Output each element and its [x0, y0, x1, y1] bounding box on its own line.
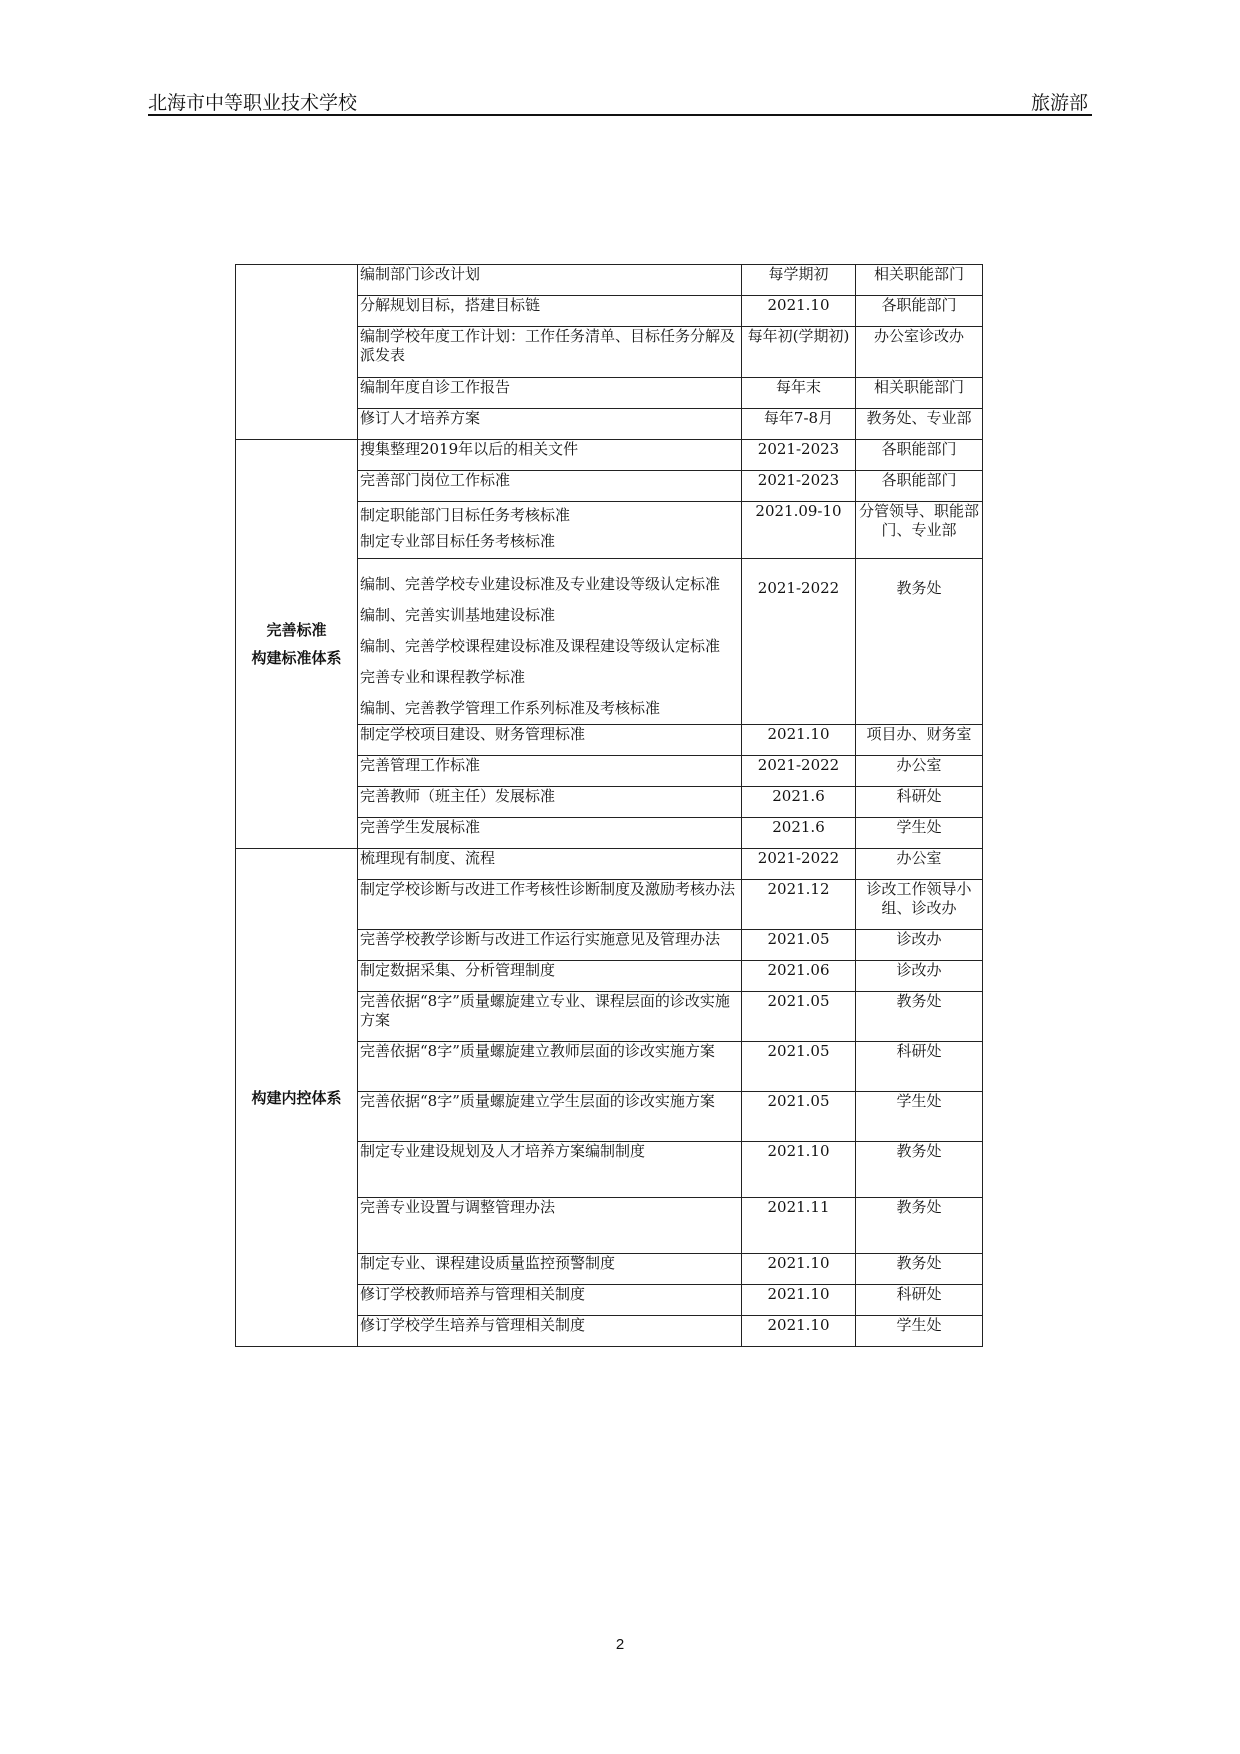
task-cell [358, 1142, 742, 1198]
department-cell: 教务处、专业部 [856, 409, 983, 440]
task-cell [358, 961, 742, 992]
time-cell: 2021-2022 [742, 849, 856, 880]
task-text: 完善学生发展标准 [360, 818, 481, 836]
department-cell: 办公室 [856, 756, 983, 787]
task-text: 梳理现有制度、流程 [360, 849, 496, 867]
task-cell [358, 725, 742, 756]
task-cell [358, 1198, 742, 1254]
time-cell: 2021.10 [742, 1316, 856, 1347]
task-text: 完善依据“8字”质量螺旋建立学生层面的诊改实施方案 [360, 1092, 715, 1110]
time-cell: 每年末 [742, 378, 856, 409]
task-cell [358, 296, 742, 327]
time-cell: 2021.05 [742, 1092, 856, 1142]
department-cell: 办公室 [856, 849, 983, 880]
department-cell: 教务处 [856, 1142, 983, 1198]
time-cell: 2021-2022 [742, 756, 856, 787]
section-title-cell [236, 265, 358, 440]
task-text: 编制学校年度工作计划：工作任务清单、目标任务分解及派发表 [360, 327, 736, 364]
section-title-line: 构建内控体系 [251, 1088, 342, 1107]
task-text: 完善管理工作标准 [360, 756, 481, 774]
task-cell [358, 787, 742, 818]
section-title-cell [236, 440, 358, 849]
task-text: 修订学校学生培养与管理相关制度 [360, 1316, 586, 1334]
time-cell: 每学期初 [742, 265, 856, 296]
time-cell: 2021.05 [742, 1042, 856, 1092]
time-cell: 2021.6 [742, 818, 856, 849]
department-cell: 教务处 [856, 992, 983, 1042]
time-cell: 2021-2023 [742, 471, 856, 502]
section-title-line: 构建标准体系 [251, 649, 342, 667]
section-title-cell [236, 849, 358, 1347]
table-row [236, 440, 983, 471]
task-cell [358, 1316, 742, 1347]
time-cell: 2021.05 [742, 930, 856, 961]
task-cell [358, 265, 742, 296]
department-cell: 学生处 [856, 1316, 983, 1347]
department-cell: 学生处 [856, 818, 983, 849]
page-header [148, 88, 1092, 114]
task-cell [358, 440, 742, 471]
time-cell: 2021.12 [742, 880, 856, 930]
time-cell: 2021.06 [742, 961, 856, 992]
task-text: 完善部门岗位工作标准 [360, 471, 511, 489]
department-name: 旅游部 [1030, 92, 1088, 114]
department-cell: 教务处 [856, 559, 983, 725]
task-cell [358, 1042, 742, 1092]
task-cell [358, 502, 742, 559]
department-cell: 相关职能部门 [856, 265, 983, 296]
department-cell: 相关职能部门 [856, 378, 983, 409]
time-cell: 每年7-8月 [742, 409, 856, 440]
department-cell: 教务处 [856, 1198, 983, 1254]
task-text: 完善依据“8字”质量螺旋建立专业、课程层面的诊改实施方案 [360, 992, 730, 1029]
plan-table [235, 264, 983, 1347]
task-cell [358, 930, 742, 961]
task-cell [358, 756, 742, 787]
department-cell: 各职能部门 [856, 471, 983, 502]
department-cell: 科研处 [856, 1042, 983, 1092]
time-cell: 每年初(学期初) [742, 327, 856, 378]
task-cell [358, 992, 742, 1042]
department-cell: 学生处 [856, 1092, 983, 1142]
task-text: 编制、完善学校专业建设标准及专业建设等级认定标准 [360, 575, 721, 593]
task-cell [358, 471, 742, 502]
section-title-line: 完善标准 [266, 621, 327, 639]
page-number: 2 [615, 1636, 625, 1653]
department-cell: 分管领导、职能部门、专业部 [856, 502, 983, 559]
task-cell [358, 818, 742, 849]
time-cell: 2021.6 [742, 787, 856, 818]
task-text: 完善教师（班主任）发展标准 [360, 787, 556, 805]
task-text: 完善专业和课程教学标准 [360, 668, 526, 686]
task-text: 编制年度自诊工作报告 [360, 378, 511, 396]
department-cell: 诊改办 [856, 930, 983, 961]
department-cell: 诊改办 [856, 961, 983, 992]
department-cell: 诊改工作领导小组、诊改办 [856, 880, 983, 930]
department-cell: 项目办、财务室 [856, 725, 983, 756]
department-cell: 科研处 [856, 787, 983, 818]
task-cell [358, 1254, 742, 1285]
task-text: 修订人才培养方案 [360, 409, 481, 427]
time-cell: 2021.10 [742, 296, 856, 327]
department-cell: 各职能部门 [856, 440, 983, 471]
time-cell: 2021.10 [742, 1285, 856, 1316]
department-cell: 科研处 [856, 1285, 983, 1316]
table-row [236, 849, 983, 880]
task-text: 编制部门诊改计划 [360, 265, 481, 283]
task-text: 编制、完善学校课程建设标准及课程建设等级认定标准 [360, 637, 721, 655]
task-text: 编制、完善教学管理工作系列标准及考核标准 [360, 699, 661, 717]
table-row [236, 265, 983, 296]
task-text: 分解规划目标，搭建目标链 [360, 296, 541, 314]
task-cell [358, 409, 742, 440]
task-text: 完善学校教学诊断与改进工作运行实施意见及管理办法 [360, 930, 721, 948]
task-text: 制定专业部目标任务考核标准 [360, 532, 556, 550]
time-cell: 2021.10 [742, 1142, 856, 1198]
time-cell: 2021.10 [742, 725, 856, 756]
task-cell [358, 327, 742, 378]
task-text: 制定数据采集、分析管理制度 [360, 961, 556, 979]
task-text: 编制、完善实训基地建设标准 [360, 606, 556, 624]
time-cell: 2021.11 [742, 1198, 856, 1254]
task-cell [358, 559, 742, 725]
time-cell: 2021.10 [742, 1254, 856, 1285]
task-text: 制定学校诊断与改进工作考核性诊断制度及激励考核办法 [360, 880, 736, 898]
task-cell [358, 880, 742, 930]
task-text: 完善依据“8字”质量螺旋建立教师层面的诊改实施方案 [360, 1042, 715, 1060]
task-text: 制定学校项目建设、财务管理标准 [360, 725, 586, 743]
task-text: 制定专业建设规划及人才培养方案编制制度 [360, 1142, 646, 1160]
school-name: 北海市中等职业技术学校 [148, 92, 358, 114]
task-cell [358, 1285, 742, 1316]
plan-table-body [236, 265, 983, 1347]
time-cell: 2021-2023 [742, 440, 856, 471]
department-cell: 各职能部门 [856, 296, 983, 327]
task-text: 制定职能部门目标任务考核标准 [360, 506, 571, 524]
task-text: 搜集整理2019年以后的相关文件 [360, 440, 579, 458]
task-text: 制定专业、课程建设质量监控预警制度 [360, 1254, 616, 1272]
task-text: 完善专业设置与调整管理办法 [360, 1198, 556, 1216]
time-cell: 2021-2022 [742, 559, 856, 725]
time-cell: 2021.05 [742, 992, 856, 1042]
department-cell: 办公室诊改办 [856, 327, 983, 378]
header-divider [148, 114, 1092, 116]
department-cell: 教务处 [856, 1254, 983, 1285]
task-cell [358, 849, 742, 880]
time-cell: 2021.09-10 [742, 502, 856, 559]
task-cell [358, 378, 742, 409]
task-cell [358, 1092, 742, 1142]
task-text: 修订学校教师培养与管理相关制度 [360, 1285, 586, 1303]
